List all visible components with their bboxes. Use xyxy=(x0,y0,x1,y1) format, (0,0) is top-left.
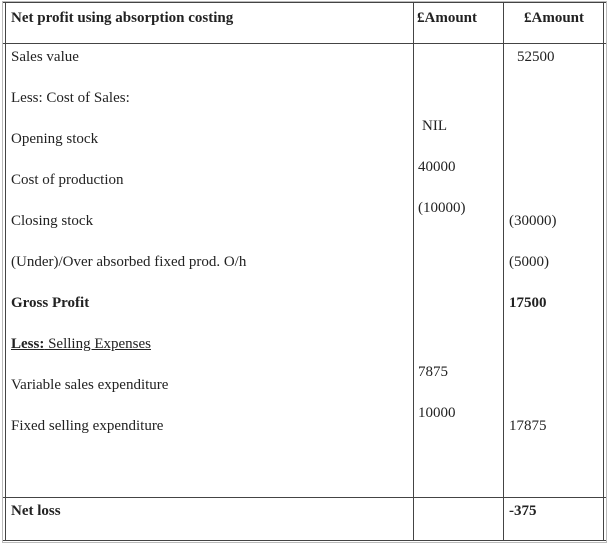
header-amount-2: £Amount xyxy=(524,10,585,26)
row-amount-fixed-selling-expenditure-1: 10000 xyxy=(418,405,456,421)
table-bottom-border xyxy=(3,540,606,541)
row-label-gross-profit: Gross Profit xyxy=(11,295,90,311)
table-left-border xyxy=(5,2,6,541)
table-right-border xyxy=(603,2,604,541)
row-amount-closing-stock-1: (10000) xyxy=(418,200,466,216)
row-amount-closing-stock-2: (30000) xyxy=(509,213,557,229)
column-divider-2 xyxy=(503,2,504,541)
row-amount-cost-of-production: 40000 xyxy=(418,159,456,175)
row-label-net-loss: Net loss xyxy=(11,503,61,519)
row-amount-opening-stock: NIL xyxy=(422,118,447,134)
row-label-sales-value: Sales value xyxy=(11,49,79,65)
row-amount-net-loss: -375 xyxy=(509,503,537,519)
row-label-closing-stock: Closing stock xyxy=(11,213,94,229)
row-amount-absorbed-overhead: (5000) xyxy=(509,254,549,270)
row-label-variable-sales-expenditure: Variable sales expenditure xyxy=(11,377,169,393)
footer-divider xyxy=(3,497,606,498)
header-amount-1: £Amount xyxy=(417,10,478,26)
column-divider-1 xyxy=(413,2,414,541)
row-amount-fixed-selling-expenditure-2: 17875 xyxy=(509,418,547,434)
row-label-less-cost-of-sales: Less: Cost of Sales: xyxy=(11,90,130,106)
less-prefix: Less: xyxy=(11,336,45,352)
table-top-border xyxy=(3,2,606,3)
row-label-absorbed-overhead: (Under)/Over absorbed fixed prod. O/h xyxy=(11,254,247,270)
header-description: Net profit using absorption costing xyxy=(11,10,234,26)
row-amount-variable-sales-expenditure: 7875 xyxy=(418,364,448,380)
header-divider xyxy=(3,43,606,44)
row-label-cost-of-production: Cost of production xyxy=(11,172,124,188)
row-amount-gross-profit: 17500 xyxy=(509,295,547,311)
row-label-less-selling-expenses xyxy=(11,335,151,353)
row-amount-sales-value: 52500 xyxy=(517,49,555,65)
table-outer-border xyxy=(2,1,607,543)
row-label-opening-stock: Opening stock xyxy=(11,131,99,147)
row-label-fixed-selling-expenditure: Fixed selling expenditure xyxy=(11,418,164,434)
selling-expenses-text: Selling Expenses xyxy=(44,336,151,352)
